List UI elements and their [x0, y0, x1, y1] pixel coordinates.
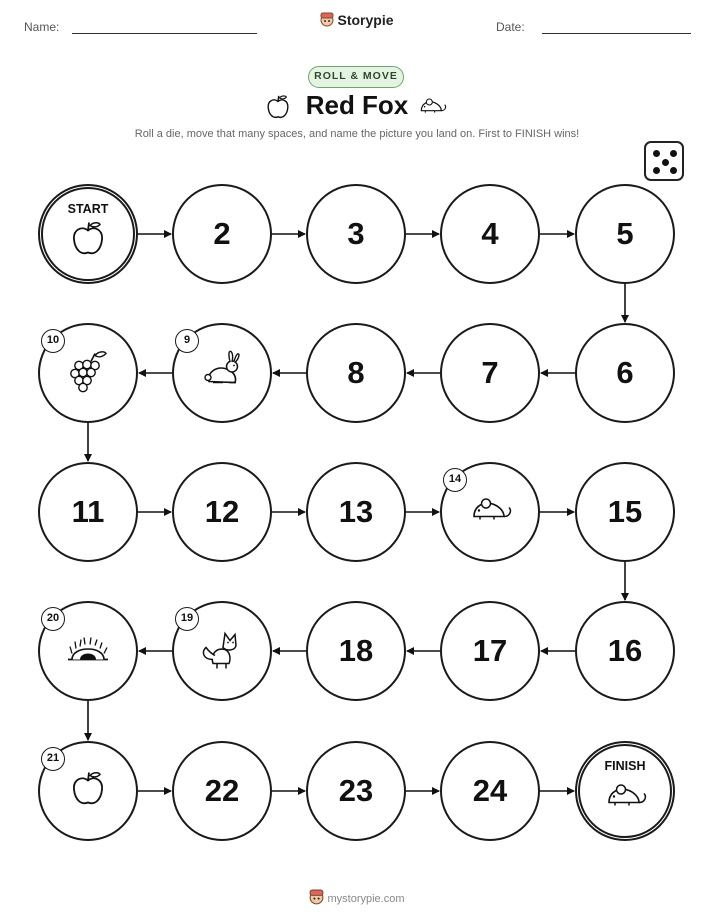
board-space-7: [440, 323, 540, 423]
board-space-3: [306, 184, 406, 284]
board-space-23: [306, 741, 406, 841]
space-number: 6: [616, 355, 634, 390]
space-number: 2: [213, 216, 231, 251]
date-label: Date:: [496, 20, 525, 34]
space-number-badge: 14: [443, 468, 467, 492]
space-number: 12: [204, 494, 240, 529]
space-number: 7: [481, 355, 499, 390]
space-caption: FINISH: [604, 759, 646, 773]
den-icon: [64, 634, 112, 669]
space-number-badge: 9: [175, 329, 199, 353]
finish-space: [575, 741, 675, 841]
board-space-13: [306, 462, 406, 562]
space-number: 8: [347, 355, 365, 390]
space-number: 3: [347, 216, 365, 251]
space-caption: START: [67, 202, 109, 216]
board-space-5: [575, 184, 675, 284]
page-footer: [0, 889, 714, 909]
apple-icon: [68, 769, 108, 814]
space-number: 4: [481, 216, 499, 251]
space-number: 11: [71, 494, 105, 529]
name-label: Name:: [24, 20, 60, 34]
board-space-17: [440, 601, 540, 701]
space-number: 13: [338, 494, 374, 529]
grapes-icon: [65, 348, 111, 399]
board-space-6: [575, 323, 675, 423]
start-space: [38, 184, 138, 284]
board-space-22: [172, 741, 272, 841]
page-title: Red Fox: [305, 90, 409, 120]
space-number: 16: [607, 633, 643, 668]
board-space-4: [440, 184, 540, 284]
board-space-11: [38, 462, 138, 562]
fox-icon: [197, 626, 247, 677]
board-space-8: [306, 323, 406, 423]
storypie-logo-icon: [309, 889, 324, 909]
mouse-icon: [466, 493, 514, 532]
space-number-badge: 20: [41, 607, 65, 631]
board-space-16: [575, 601, 675, 701]
roll-and-move-tag: ROLL & MOVE: [308, 66, 404, 88]
board-space-2: [172, 184, 272, 284]
space-number: 5: [616, 216, 634, 251]
rabbit-icon: [199, 350, 245, 397]
board-space-24: [440, 741, 540, 841]
space-number-badge: 10: [41, 329, 65, 353]
board-space-18: [306, 601, 406, 701]
space-number-badge: 21: [41, 747, 65, 771]
footer-site: mystorypie.com: [327, 893, 405, 905]
brand-name: Storypie: [337, 12, 394, 28]
space-number: 24: [472, 773, 508, 808]
space-number-badge: 19: [175, 607, 199, 631]
space-number: 23: [338, 773, 374, 808]
space-number: 18: [338, 633, 374, 668]
space-number: 17: [472, 633, 508, 668]
space-number: 22: [204, 773, 240, 808]
apple-icon: [68, 219, 108, 264]
board-space-12: [172, 462, 272, 562]
mouse-icon: [601, 779, 649, 818]
space-number: 15: [607, 494, 643, 529]
instructions: Roll a die, move that many spaces, and name the picture you land on. First to FINISH wins!: [134, 128, 580, 140]
board-space-15: [575, 462, 675, 562]
